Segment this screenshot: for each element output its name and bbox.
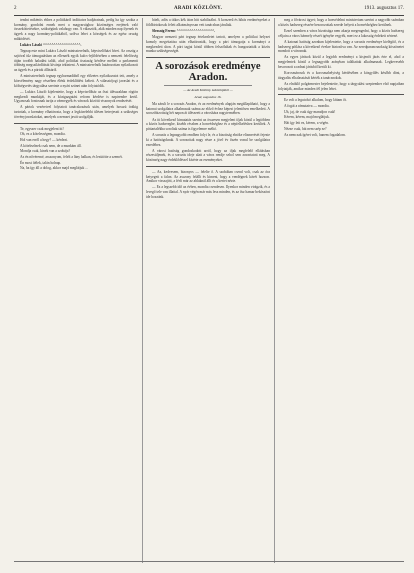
article3-body: Ma zárult le a sorozás Aradon, és az eredmények alapján megállapítható, hogy a katonai szolgálatra alkalmasak száma az előző évhez képest jelentősen emelkedett. A sorozóbizottság hét napon át ülésezett a városháza nagytermében.	[146, 101, 270, 116]
header-rule	[14, 15, 404, 16]
col3-body1: Ezzel szemben a város bizottsága nem akarja megengedni, hogy a közös hadsereg céljaira a város bármely részét igénybe vegyék, mert ez a lakosság érdekeit sértené.	[278, 28, 404, 38]
page-number: 2	[14, 6, 17, 11]
dateline: Arad, augusztus 16.	[194, 95, 222, 100]
story-line: A fogát a rámutatva — mondta.	[284, 104, 330, 109]
article1-body2: A miniszterelnök tegnap egyharmadából egy előzetes nyilatkozatot tett, amely a közvélemény nagy részében élénk érdeklődést keltett. A választójogi javaslat és a költségvetés tárgyalása szerinte a nyári szünet után folytatódik.	[14, 74, 138, 88]
story-line: Hol van erről a hegy? — kérdezi.	[20, 137, 68, 142]
article3-body3: A sorozás a legnagyobb rendben folyt le, és a bizottság elnöke elismerését fejezte ki a hatóságoknak. A sorozottak nagy része a jövő év őszén vonul be szolgálatra ezredéhez.	[146, 133, 270, 147]
col3-story	[278, 98, 404, 137]
headline-rule	[164, 85, 252, 86]
section-divider	[278, 94, 404, 95]
article1-body: Tegnap este mint Lukács László miniszterelnök, képviselőházi hívei. Az ország a sajtóval tűz támogatásban az ellenzék egyik kulcs-fejlődésében a nemzeti felelősség útján tovább haladást talált, ahol politikai tisztaság kérdése mellett a parlamenti többség megszilárdítását kívánja tekinteni. A miniszterelnök határozottan nyilatkozott az ügyek és a pártok állásáról.	[14, 49, 138, 73]
col1-story	[14, 127, 138, 172]
section-divider	[14, 123, 138, 124]
story-line: Oh, ez a kötelességem, mondta.	[20, 132, 66, 137]
article3-body4: A városi hatóság gondoskodott arról, hogy az ifjak megfelelő ellátásban részesüljenek, és a sorozás ideje alatt a város rendje sehol sem zavartatott meg. A közönség nagy érdeklődéssel kísérte az eseményeket.	[146, 148, 270, 163]
column-3	[278, 18, 404, 563]
col3-body2: A katonai hatóság azonban kijelentette, hogy a sorozás eredménye kielégítő, és a hadsereg pótlása a következő évekre biztosítva van. Az ezredparancsnokság köszönetet mondott a városnak.	[278, 39, 404, 54]
headline-line-1: A sorozások eredménye	[155, 60, 261, 72]
newspaper-title: ARADI KÖZLÖNY.	[174, 6, 223, 11]
section-divider	[146, 57, 270, 58]
page-bottom-rule	[14, 561, 404, 562]
story-line: Mondja csak, kinek van a szobája?	[20, 149, 71, 154]
column-1	[14, 18, 138, 563]
column-separator	[142, 18, 143, 563]
story-line: Nézze csak, hát nem szép ez?	[284, 126, 327, 131]
col1-intro: tendni mikéntis ehhez a politikáról indíttatva hadjáratnak, pedig ha így szokta a kormány, gondolni ennek mert a magyarsághoz közönséges erejének való összeköttetésekre, szükségünk valahogy van. A választók, akik minden nap ilyenek és ügyek a nagy kormány-politikából, szólva lehet a községek és az egész ország működését.	[14, 18, 138, 41]
col3-body5: Az elnöklő polgármester bejelentette, hogy a tárgyalást szeptember első napjaiban folytatják, amikor minden fél jelen lehet.	[278, 81, 404, 91]
article2-body: Magyar nemzeti párt tegnap értekezletet tartott, amelyen a politikai helyzet komoly megvitatása után elhatározták, hogy a párt támogatja a kormányt a megkezdett úton. A párt tagjai közül többen felszólaltak és hangoztatták a közös munka szükségességét.	[146, 35, 270, 54]
story-line: Kérem, kérem, majd meglátjuk.	[284, 115, 330, 120]
col3-body3: Az egyes járások közül a legjobb eredményt a kisjenői járás érte el, ahol a megjelentek közül a legnagyobb arányban találtattak alkalmasnak. Legkevesebb besorozott a radnai járásból került ki.	[278, 55, 404, 69]
article1-body4: A pártok vezéreivel folytatott tanácskozások után, amelyek hosszú órákig tartottak, a kormány elhatározta, hogy a legközelebbi ülésen beterjeszti a szükséges törvényjavaslatokat, amelyek a nemzet javát szolgálják.	[14, 105, 138, 119]
article3-body2: Az itt következő kimutatás szerint az összesen megjelent ifjak közül a legtöbben a közös hadseregbe, kisebb részben a honvédséghez és a népfelkeléshez kerültek. A póttartalékba soroltak száma is figyelemre méltó.	[146, 117, 270, 131]
article1-title: Lukács László ^^^^^^^^^^^^^^^^^^.	[20, 43, 82, 48]
col2-bottom-text: — Az, kedvesem, bizonyos — felelte ő. A szobában csend volt, csak az óra ketyegett a falon. Az asszony felállt és kiment, hogy a vendégnek kávét hozzon. Amikor visszajött, a férfi már az ablaknál állt és a kertet nézte.	[146, 169, 270, 184]
story-line: Az én nővéremé, asszonyom, felelt a lány halkan, és lesütötte a szemét.	[20, 155, 123, 160]
story-line: Az nemcsak ígéret volt, hanem fogadalom.	[284, 132, 346, 137]
article2-title: Slezsnig Ferenc ^^^^^^^^^^^^^^^^^^.	[152, 28, 216, 33]
headline-line-2: Aradon.	[188, 70, 228, 83]
story-start: Te, egyszer csak megjelent itt!	[20, 126, 64, 131]
article1-body3: — Lukács László kijelentette, hogy a képviselőház az őszi ülésszakban rögtön megkezdi munkáját, és a közigazgatási reform kérdése is napirendre kerül. Ugyancsak fontosnak tartja a vármegyék és városok közötti viszonyok rendezését.	[14, 89, 138, 104]
col3-body4: Korcsmárosok és a korcsmahelyiség kérdésében a közgyűlés később dönt, a tárgyalás elhalasztását kérték a tanácsnokok.	[278, 71, 404, 80]
section-divider	[146, 166, 270, 167]
main-headline	[146, 61, 270, 84]
col2-bottom-text2: — Ez a legszebb idő az évben, mondta csendesen. Ilyenkor minden virágzik, és a levegő tele van illattal. A nyár végén már más lesz minden, és az ősz hamar beköszönt ide hozzánk.	[146, 185, 270, 199]
story-line: Na, ha így áll a dolog, akkor majd meglátjuk ...	[20, 166, 88, 171]
col2-intro: hitelt, adós a titkos kék úton hitt stabilizálni. A korszerű és hibás eredményeket a földbirtokosok felett alkotmányosan vett tanácsban járultak.	[146, 18, 270, 27]
column-2	[146, 18, 270, 563]
story-line: Hát így lett ez, kérem, a végén.	[284, 121, 329, 126]
story-line: Uh, jaj, de csak úgy maradjon csak!	[284, 109, 336, 114]
story-line: Én most ítélek, talán holnap.	[20, 160, 62, 165]
newspaper-page	[14, 6, 404, 566]
col3-intro: meg a fővárosi ügyet; hogy a honvédelmi ministerium szerint a nagyobb számban a közös hadsereg részére besorozottak ezrede helyett a honvédséghez kerülnek.	[278, 18, 404, 27]
column-separator	[274, 18, 275, 563]
story-line: A kötelezőnek csak nem, de a munkám áll.	[20, 143, 82, 148]
issue-date: 1913. augusztus 17.	[364, 6, 404, 11]
story-line: Ez volt a legutolsó alkalom, hogy láttam őt.	[284, 98, 347, 103]
byline: — Az Aradi Közlöny tudósítójától —	[183, 88, 233, 93]
